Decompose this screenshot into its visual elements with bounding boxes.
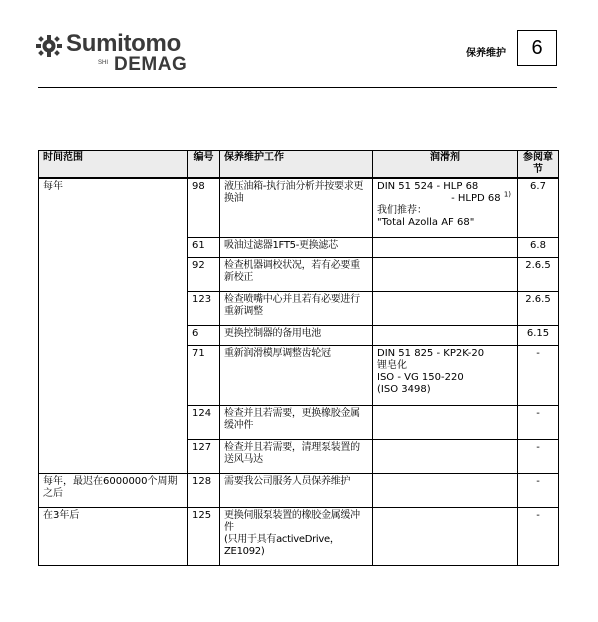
lubricant-line	[377, 190, 513, 205]
lubricant-line-text: - HLPD 68	[451, 193, 501, 204]
brand-subname: DEMAG	[114, 54, 188, 75]
lubricant-cell	[373, 291, 518, 325]
brand-name: Sumitomo	[66, 30, 181, 57]
column-header-task: 保养维护工作	[220, 151, 373, 179]
lubricant-line: ISO - VG 150-220	[377, 371, 464, 383]
lubricant-cell	[373, 178, 518, 237]
time-cell: 每年	[39, 178, 188, 473]
section-title: 保养维护	[466, 48, 506, 59]
number-cell: 71	[188, 345, 220, 405]
lubricant-cell	[373, 237, 518, 257]
maintenance-table	[38, 150, 559, 566]
lubricant-cell	[373, 257, 518, 291]
reference-cell: -	[518, 345, 559, 405]
reference-cell: -	[518, 507, 559, 565]
number-cell: 124	[188, 405, 220, 439]
task-cell: 检查机器调校状况，若有必要重新校正	[220, 257, 373, 291]
lubricant-cell	[373, 507, 518, 565]
number-cell: 127	[188, 439, 220, 473]
sumitomo-gear-icon	[36, 35, 62, 57]
reference-cell: 6.15	[518, 325, 559, 345]
brand-prefix: SHI	[98, 60, 109, 66]
task-cell: 更换控制器的备用电池	[220, 325, 373, 345]
lubricant-cell	[373, 405, 518, 439]
table-row	[39, 473, 559, 507]
reference-cell: 6.7	[518, 178, 559, 237]
lubricant-cell	[373, 473, 518, 507]
number-cell: 123	[188, 291, 220, 325]
column-header-lubricant: 润滑剂	[373, 151, 518, 179]
lubricant-line: "Total Azolla AF 68"	[377, 217, 475, 228]
reference-cell: -	[518, 439, 559, 473]
lubricant-line: DIN 51 524 - HLP 68	[377, 181, 479, 192]
footnote-marker: 1)	[503, 190, 511, 199]
column-header-time: 时间范围	[39, 151, 188, 179]
number-cell: 92	[188, 257, 220, 291]
column-header-ref: 参阅章节	[518, 151, 559, 179]
table-row	[39, 178, 559, 237]
reference-cell: -	[518, 473, 559, 507]
task-cell: 重新润滑模厚调整齿轮冠	[220, 345, 373, 405]
time-cell: 每年，最迟在6000000个周期之后	[39, 473, 188, 507]
task-cell: 需要我公司服务人员保养维护	[220, 473, 373, 507]
task-cell: 检查并且若需要，清理泵装置的送风马达	[220, 439, 373, 473]
lubricant-line: 我们推荐：	[377, 205, 427, 216]
number-cell: 128	[188, 473, 220, 507]
table-header-row	[39, 151, 559, 179]
lubricant-cell	[373, 325, 518, 345]
lubricant-cell	[373, 345, 518, 405]
time-cell: 在3年后	[39, 507, 188, 565]
reference-cell: -	[518, 405, 559, 439]
task-cell: 检查并且若需要，更换橡胶金属缓冲件	[220, 405, 373, 439]
number-cell: 125	[188, 507, 220, 565]
lubricant-line: (ISO 3498)	[377, 383, 431, 395]
lubricant-cell	[373, 439, 518, 473]
reference-cell: 2.6.5	[518, 257, 559, 291]
reference-cell: 2.6.5	[518, 291, 559, 325]
lubricant-line: DIN 51 825 - KP2K-20	[377, 347, 485, 359]
task-cell: 检查喷嘴中心并且若有必要进行重新调整	[220, 291, 373, 325]
sumitomo-demag-logo	[36, 30, 206, 78]
table-row	[39, 507, 559, 565]
reference-cell: 6.8	[518, 237, 559, 257]
number-cell: 98	[188, 178, 220, 237]
header-divider	[38, 87, 557, 88]
task-cell: 液压油箱-执行油分析并按要求更换油	[220, 178, 373, 237]
task-cell: 吸油过滤器1FT5-更换滤芯	[220, 237, 373, 257]
number-cell: 61	[188, 237, 220, 257]
column-header-no: 编号	[188, 151, 220, 179]
number-cell: 6	[188, 325, 220, 345]
lubricant-line: 锂皂化	[377, 359, 407, 371]
task-cell: 更换伺服泵装置的橡胶金属缓冲件 (只用于具有activeDrive，ZE1092)	[220, 507, 373, 565]
chapter-number: 6	[517, 30, 557, 66]
